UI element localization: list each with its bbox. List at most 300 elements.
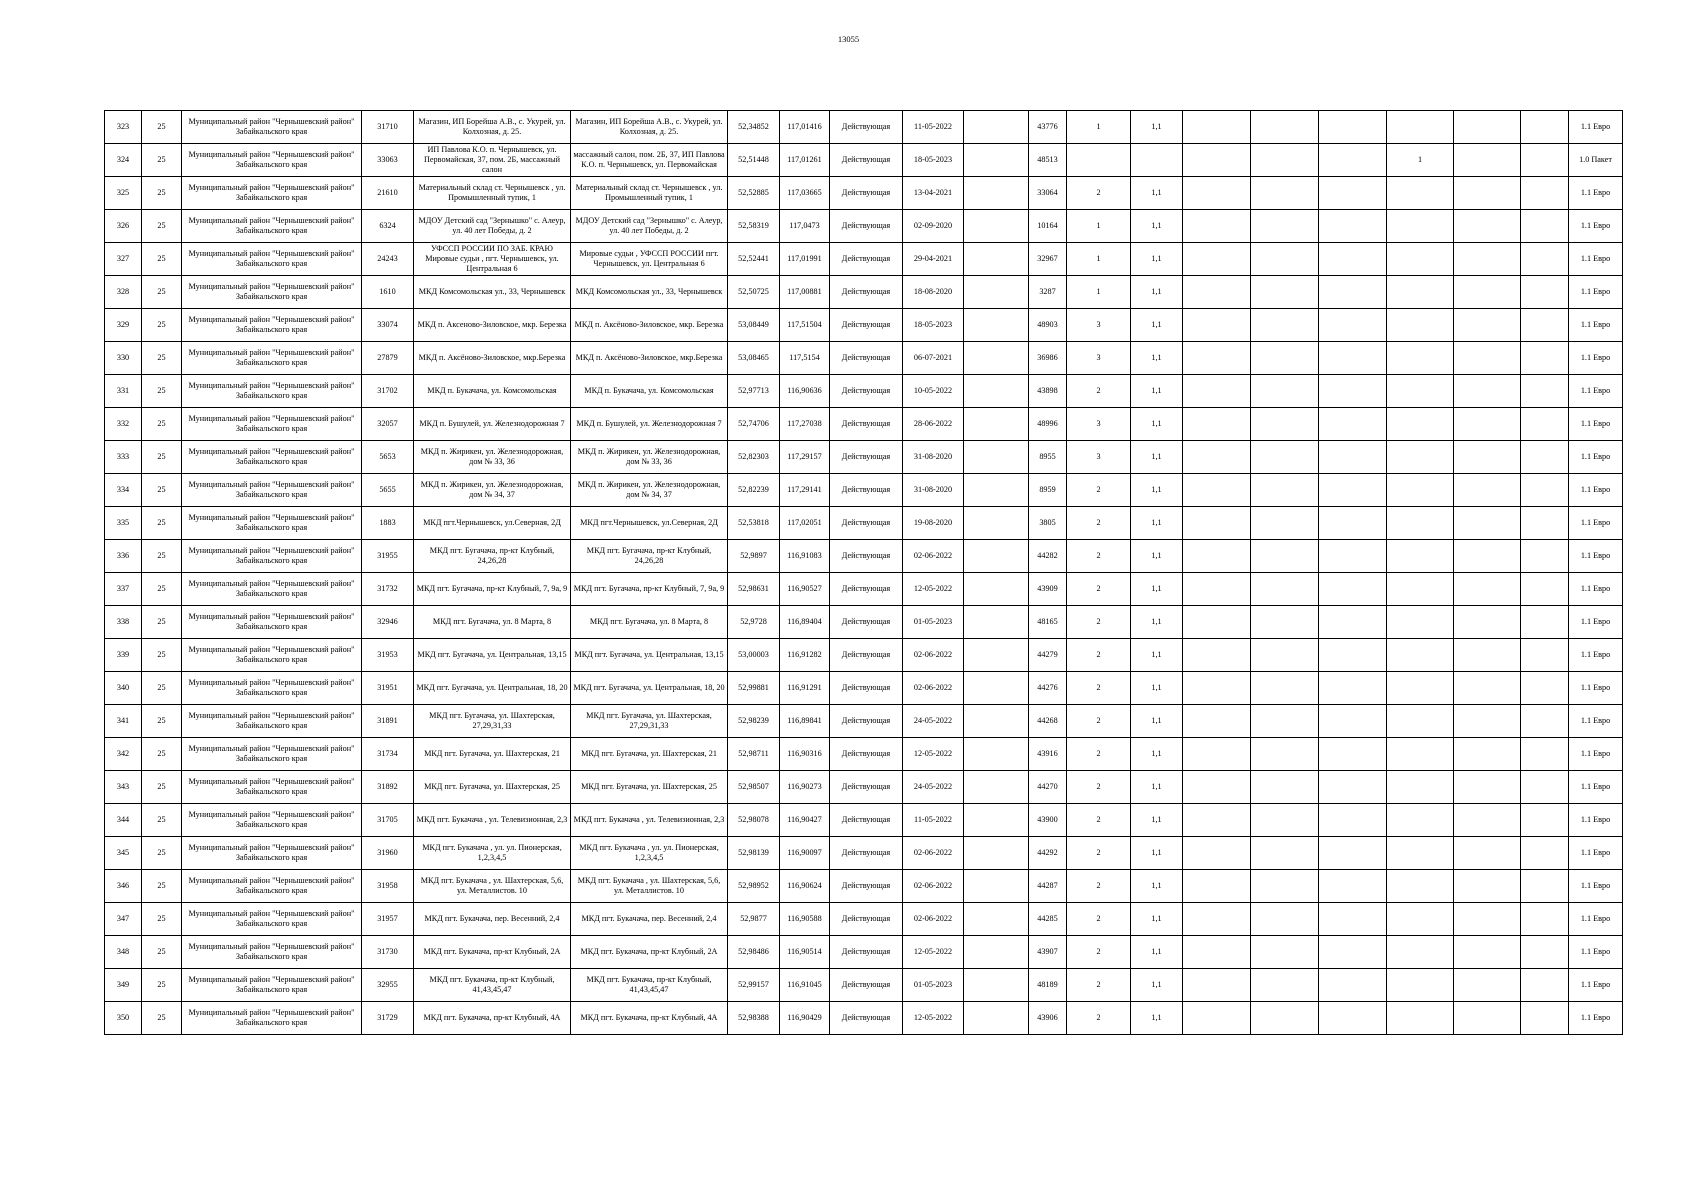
container-type-cell: 1.1 Евро: [1569, 837, 1623, 870]
container-type-cell: 1.1 Евро: [1569, 738, 1623, 771]
registry-number-cell: 33064: [1029, 177, 1067, 210]
region-code-cell: 25: [142, 804, 182, 837]
region-code-cell: 25: [142, 243, 182, 276]
region-code-cell: 25: [142, 177, 182, 210]
empty-cell: [1454, 342, 1521, 375]
container-volume-cell: 1,1: [1131, 342, 1183, 375]
container-volume-cell: 1,1: [1131, 1002, 1183, 1035]
latitude-cell: 52,98952: [728, 870, 780, 903]
site-address-cell: МКД пгт. Букачача , ул. ул. Пионерская, 1,2,3,4,5: [571, 837, 728, 870]
empty-cell: [1319, 309, 1387, 342]
site-address-cell: МКД пгт. Букачача, пр-кт Клубный, 2А: [571, 936, 728, 969]
container-volume-cell: 1,1: [1131, 936, 1183, 969]
extra-count-cell: [1387, 573, 1454, 606]
row-number-cell: 327: [105, 243, 142, 276]
table-row: [105, 507, 1623, 540]
table-row: [105, 111, 1623, 144]
registry-number-cell: 44282: [1029, 540, 1067, 573]
region-code-cell: 25: [142, 441, 182, 474]
latitude-cell: 52,98388: [728, 1002, 780, 1035]
site-id-cell: 31710: [362, 111, 414, 144]
container-count-cell: 2: [1067, 672, 1131, 705]
empty-cell: [1251, 672, 1319, 705]
status-cell: Действующая: [830, 276, 903, 309]
registry-number-cell: 43916: [1029, 738, 1067, 771]
municipality-cell: Муниципальный район "Чернышевский район" Забайкальского края: [182, 837, 362, 870]
container-type-cell: 1.1 Евро: [1569, 771, 1623, 804]
registry-number-cell: 43909: [1029, 573, 1067, 606]
container-type-cell: 1.1 Евро: [1569, 441, 1623, 474]
container-type-cell: 1.1 Евро: [1569, 870, 1623, 903]
date-cell: 01-05-2023: [903, 969, 964, 1002]
date-cell: 12-05-2022: [903, 936, 964, 969]
container-volume-cell: 1,1: [1131, 177, 1183, 210]
empty-cell: [1454, 606, 1521, 639]
extra-count-cell: [1387, 771, 1454, 804]
extra-count-cell: [1387, 243, 1454, 276]
container-volume-cell: 1,1: [1131, 738, 1183, 771]
status-cell: Действующая: [830, 342, 903, 375]
extra-count-cell: [1387, 408, 1454, 441]
empty-cell: [1454, 639, 1521, 672]
empty-cell: [1319, 408, 1387, 441]
region-code-cell: 25: [142, 639, 182, 672]
longitude-cell: 116,90527: [780, 573, 830, 606]
empty-cell: [1521, 936, 1569, 969]
table-row: [105, 441, 1623, 474]
site-id-cell: 31891: [362, 705, 414, 738]
registry-number-cell: 3805: [1029, 507, 1067, 540]
empty-cell: [1521, 771, 1569, 804]
empty-cell: [1319, 705, 1387, 738]
empty-cell: [1183, 111, 1251, 144]
empty-cell: [1319, 606, 1387, 639]
extra-count-cell: [1387, 210, 1454, 243]
region-code-cell: 25: [142, 210, 182, 243]
row-number-cell: 348: [105, 936, 142, 969]
empty-cell: [1454, 936, 1521, 969]
date-cell: 06-07-2021: [903, 342, 964, 375]
empty-cell: [1319, 639, 1387, 672]
extra-count-cell: [1387, 705, 1454, 738]
date-cell: 31-08-2020: [903, 441, 964, 474]
empty-cell: [964, 342, 1029, 375]
empty-cell: [1319, 870, 1387, 903]
site-address-cell: МКД пгт. Букачача, пер. Весенний, 2,4: [571, 903, 728, 936]
empty-cell: [1251, 936, 1319, 969]
empty-cell: [1251, 1002, 1319, 1035]
site-id-cell: 31705: [362, 804, 414, 837]
table-row: [105, 177, 1623, 210]
row-number-cell: 332: [105, 408, 142, 441]
empty-cell: [1454, 441, 1521, 474]
empty-cell: [964, 639, 1029, 672]
site-id-cell: 31702: [362, 375, 414, 408]
site-name-cell: МКД Комсомольская ул., 33, Чернышевск: [414, 276, 571, 309]
registry-body: [105, 111, 1623, 1035]
site-id-cell: 31955: [362, 540, 414, 573]
status-cell: Действующая: [830, 177, 903, 210]
empty-cell: [1521, 144, 1569, 177]
extra-count-cell: [1387, 507, 1454, 540]
status-cell: Действующая: [830, 705, 903, 738]
row-number-cell: 334: [105, 474, 142, 507]
date-cell: 11-05-2022: [903, 111, 964, 144]
date-cell: 02-06-2022: [903, 870, 964, 903]
longitude-cell: 116,90273: [780, 771, 830, 804]
site-address-cell: МКД пгт. Букачача, пр-кт Клубный, 41,43,45,47: [571, 969, 728, 1002]
empty-cell: [1183, 936, 1251, 969]
longitude-cell: 117,01261: [780, 144, 830, 177]
site-address-cell: МКД пгт. Бугачача, ул. Шахтерская, 21: [571, 738, 728, 771]
latitude-cell: 52,50725: [728, 276, 780, 309]
empty-cell: [1183, 507, 1251, 540]
site-address-cell: МКД п. Бушулей, ул. Железнодорожная 7: [571, 408, 728, 441]
empty-cell: [964, 804, 1029, 837]
municipality-cell: Муниципальный район "Чернышевский район" Забайкальского края: [182, 507, 362, 540]
empty-cell: [1183, 243, 1251, 276]
extra-count-cell: [1387, 969, 1454, 1002]
status-cell: Действующая: [830, 540, 903, 573]
empty-cell: [1251, 639, 1319, 672]
container-volume-cell: 1,1: [1131, 672, 1183, 705]
extra-count-cell: [1387, 111, 1454, 144]
container-count-cell: 2: [1067, 573, 1131, 606]
table-row: [105, 771, 1623, 804]
empty-cell: [1251, 375, 1319, 408]
empty-cell: [1521, 375, 1569, 408]
row-number-cell: 330: [105, 342, 142, 375]
extra-count-cell: [1387, 639, 1454, 672]
container-count-cell: 1: [1067, 111, 1131, 144]
container-type-cell: 1.1 Евро: [1569, 804, 1623, 837]
empty-cell: [1251, 738, 1319, 771]
longitude-cell: 117,51504: [780, 309, 830, 342]
site-id-cell: 24243: [362, 243, 414, 276]
status-cell: Действующая: [830, 144, 903, 177]
empty-cell: [964, 177, 1029, 210]
table-row: [105, 573, 1623, 606]
extra-count-cell: [1387, 309, 1454, 342]
empty-cell: [1454, 111, 1521, 144]
region-code-cell: 25: [142, 507, 182, 540]
municipality-cell: Муниципальный район "Чернышевский район" Забайкальского края: [182, 936, 362, 969]
extra-count-cell: [1387, 375, 1454, 408]
row-number-cell: 324: [105, 144, 142, 177]
empty-cell: [1319, 210, 1387, 243]
row-number-cell: 344: [105, 804, 142, 837]
empty-cell: [964, 771, 1029, 804]
municipality-cell: Муниципальный район "Чернышевский район" Забайкальского края: [182, 243, 362, 276]
empty-cell: [1454, 144, 1521, 177]
empty-cell: [1251, 474, 1319, 507]
container-type-cell: 1.1 Евро: [1569, 936, 1623, 969]
empty-cell: [1251, 177, 1319, 210]
longitude-cell: 116,90624: [780, 870, 830, 903]
municipality-cell: Муниципальный район "Чернышевский район" Забайкальского края: [182, 738, 362, 771]
region-code-cell: 25: [142, 144, 182, 177]
municipality-cell: Муниципальный район "Чернышевский район" Забайкальского края: [182, 474, 362, 507]
extra-count-cell: [1387, 936, 1454, 969]
latitude-cell: 52,9877: [728, 903, 780, 936]
empty-cell: [1319, 738, 1387, 771]
municipality-cell: Муниципальный район "Чернышевский район" Забайкальского края: [182, 771, 362, 804]
empty-cell: [1251, 606, 1319, 639]
region-code-cell: 25: [142, 573, 182, 606]
container-volume-cell: [1131, 144, 1183, 177]
longitude-cell: 116,90636: [780, 375, 830, 408]
latitude-cell: 53,08449: [728, 309, 780, 342]
empty-cell: [1183, 804, 1251, 837]
container-type-cell: 1.1 Евро: [1569, 1002, 1623, 1035]
container-count-cell: 3: [1067, 441, 1131, 474]
row-number-cell: 333: [105, 441, 142, 474]
empty-cell: [1251, 243, 1319, 276]
container-type-cell: 1.1 Евро: [1569, 639, 1623, 672]
registry-number-cell: 43906: [1029, 1002, 1067, 1035]
empty-cell: [964, 870, 1029, 903]
region-code-cell: 25: [142, 375, 182, 408]
status-cell: Действующая: [830, 474, 903, 507]
registry-number-cell: 48189: [1029, 969, 1067, 1002]
empty-cell: [1183, 342, 1251, 375]
site-id-cell: 32057: [362, 408, 414, 441]
site-address-cell: МКД пгт. Бугачача, ул. Центральная, 18, 20: [571, 672, 728, 705]
site-id-cell: 21610: [362, 177, 414, 210]
table-row: [105, 342, 1623, 375]
container-count-cell: 2: [1067, 837, 1131, 870]
container-count-cell: 2: [1067, 936, 1131, 969]
status-cell: Действующая: [830, 804, 903, 837]
registry-table: [104, 110, 1623, 1035]
empty-cell: [1251, 969, 1319, 1002]
empty-cell: [1183, 1002, 1251, 1035]
date-cell: 02-06-2022: [903, 903, 964, 936]
container-volume-cell: 1,1: [1131, 804, 1183, 837]
container-volume-cell: 1,1: [1131, 903, 1183, 936]
longitude-cell: 116,90427: [780, 804, 830, 837]
container-volume-cell: 1,1: [1131, 540, 1183, 573]
region-code-cell: 25: [142, 276, 182, 309]
site-address-cell: МКД п. Жирикен, ул. Железнодорожная, дом № 34, 37: [571, 474, 728, 507]
site-name-cell: МКД п. Жирикен, ул. Железнодорожная, дом № 33, 36: [414, 441, 571, 474]
empty-cell: [1454, 738, 1521, 771]
empty-cell: [1521, 837, 1569, 870]
empty-cell: [964, 606, 1029, 639]
region-code-cell: 25: [142, 408, 182, 441]
extra-count-cell: [1387, 276, 1454, 309]
empty-cell: [1521, 804, 1569, 837]
empty-cell: [1319, 936, 1387, 969]
container-count-cell: 1: [1067, 210, 1131, 243]
empty-cell: [1183, 639, 1251, 672]
registry-number-cell: 48513: [1029, 144, 1067, 177]
site-name-cell: Магазин, ИП Борейша А.В., с. Укурей, ул. Колхозная, д. 25.: [414, 111, 571, 144]
date-cell: 13-04-2021: [903, 177, 964, 210]
row-number-cell: 339: [105, 639, 142, 672]
latitude-cell: 52,9728: [728, 606, 780, 639]
municipality-cell: Муниципальный район "Чернышевский район" Забайкальского края: [182, 639, 362, 672]
latitude-cell: 53,00003: [728, 639, 780, 672]
empty-cell: [1454, 276, 1521, 309]
empty-cell: [1454, 771, 1521, 804]
container-type-cell: 1.1 Евро: [1569, 408, 1623, 441]
region-code-cell: 25: [142, 771, 182, 804]
empty-cell: [1251, 771, 1319, 804]
empty-cell: [1251, 804, 1319, 837]
empty-cell: [1183, 672, 1251, 705]
container-count-cell: 2: [1067, 705, 1131, 738]
empty-cell: [964, 837, 1029, 870]
row-number-cell: 325: [105, 177, 142, 210]
registry-number-cell: 44287: [1029, 870, 1067, 903]
empty-cell: [1454, 573, 1521, 606]
site-name-cell: МКД пгт. Бугачача, ул. Центральная, 13,15: [414, 639, 571, 672]
container-volume-cell: 1,1: [1131, 837, 1183, 870]
container-volume-cell: 1,1: [1131, 408, 1183, 441]
empty-cell: [1251, 210, 1319, 243]
registry-number-cell: 36986: [1029, 342, 1067, 375]
site-name-cell: МКД пгт. Букачача, пр-кт Клубный, 41,43,45,47: [414, 969, 571, 1002]
date-cell: 28-06-2022: [903, 408, 964, 441]
date-cell: 12-05-2022: [903, 738, 964, 771]
latitude-cell: 52,98486: [728, 936, 780, 969]
empty-cell: [1521, 210, 1569, 243]
latitude-cell: 52,98711: [728, 738, 780, 771]
empty-cell: [1319, 441, 1387, 474]
longitude-cell: 117,00881: [780, 276, 830, 309]
region-code-cell: 25: [142, 738, 182, 771]
site-id-cell: 31960: [362, 837, 414, 870]
longitude-cell: 116,91291: [780, 672, 830, 705]
site-address-cell: МКД пгт. Бугачача, ул. Центральная, 13,15: [571, 639, 728, 672]
status-cell: Действующая: [830, 738, 903, 771]
site-name-cell: УФССП РОССИИ ПО ЗАБ. КРАЮ Мировые судьи , пгт. Чернышевск, ул. Центральная 6: [414, 243, 571, 276]
empty-cell: [1251, 111, 1319, 144]
empty-cell: [1183, 573, 1251, 606]
row-number-cell: 329: [105, 309, 142, 342]
longitude-cell: 116,90097: [780, 837, 830, 870]
status-cell: Действующая: [830, 606, 903, 639]
empty-cell: [1251, 276, 1319, 309]
latitude-cell: 52,52441: [728, 243, 780, 276]
empty-cell: [1454, 540, 1521, 573]
empty-cell: [1521, 672, 1569, 705]
status-cell: Действующая: [830, 639, 903, 672]
longitude-cell: 116,91282: [780, 639, 830, 672]
latitude-cell: 52,98507: [728, 771, 780, 804]
date-cell: 02-06-2022: [903, 837, 964, 870]
site-address-cell: МКД пгт. Бугачача, ул. Шахтерская, 27,29,31,33: [571, 705, 728, 738]
empty-cell: [1183, 606, 1251, 639]
site-id-cell: 33074: [362, 309, 414, 342]
latitude-cell: 52,98078: [728, 804, 780, 837]
status-cell: Действующая: [830, 837, 903, 870]
row-number-cell: 338: [105, 606, 142, 639]
latitude-cell: 52,99157: [728, 969, 780, 1002]
latitude-cell: 52,98139: [728, 837, 780, 870]
longitude-cell: 116,89841: [780, 705, 830, 738]
registry-number-cell: 44268: [1029, 705, 1067, 738]
empty-cell: [1183, 441, 1251, 474]
row-number-cell: 328: [105, 276, 142, 309]
container-count-cell: 2: [1067, 474, 1131, 507]
site-id-cell: 31951: [362, 672, 414, 705]
municipality-cell: Муниципальный район "Чернышевский район" Забайкальского края: [182, 441, 362, 474]
site-id-cell: 31958: [362, 870, 414, 903]
empty-cell: [1183, 210, 1251, 243]
empty-cell: [964, 1002, 1029, 1035]
registry-number-cell: 44285: [1029, 903, 1067, 936]
empty-cell: [1183, 738, 1251, 771]
container-count-cell: 2: [1067, 606, 1131, 639]
registry-number-cell: 44279: [1029, 639, 1067, 672]
site-id-cell: 31892: [362, 771, 414, 804]
empty-cell: [1319, 540, 1387, 573]
empty-cell: [1319, 144, 1387, 177]
region-code-cell: 25: [142, 1002, 182, 1035]
longitude-cell: 117,01991: [780, 243, 830, 276]
table-row: [105, 474, 1623, 507]
table-row: [105, 705, 1623, 738]
latitude-cell: 52,9897: [728, 540, 780, 573]
row-number-cell: 350: [105, 1002, 142, 1035]
extra-count-cell: [1387, 1002, 1454, 1035]
row-number-cell: 336: [105, 540, 142, 573]
empty-cell: [1521, 276, 1569, 309]
container-type-cell: 1.1 Евро: [1569, 606, 1623, 639]
container-type-cell: 1.1 Евро: [1569, 342, 1623, 375]
site-address-cell: МКД пгт. Бугачача, пр-кт Клубный, 7, 9а, 9: [571, 573, 728, 606]
latitude-cell: 52,53818: [728, 507, 780, 540]
site-address-cell: МКД пгт. Бугачача, ул. Шахтерская, 25: [571, 771, 728, 804]
empty-cell: [1521, 969, 1569, 1002]
empty-cell: [1183, 375, 1251, 408]
longitude-cell: 116,89404: [780, 606, 830, 639]
empty-cell: [1319, 837, 1387, 870]
site-address-cell: МКД п. Букачача, ул. Комсомольская: [571, 375, 728, 408]
table-row: [105, 243, 1623, 276]
empty-cell: [964, 507, 1029, 540]
empty-cell: [1183, 144, 1251, 177]
site-id-cell: 32946: [362, 606, 414, 639]
empty-cell: [1521, 903, 1569, 936]
empty-cell: [1251, 837, 1319, 870]
container-volume-cell: 1,1: [1131, 870, 1183, 903]
empty-cell: [1454, 705, 1521, 738]
empty-cell: [964, 903, 1029, 936]
registry-number-cell: 48996: [1029, 408, 1067, 441]
container-volume-cell: 1,1: [1131, 210, 1183, 243]
container-volume-cell: 1,1: [1131, 507, 1183, 540]
empty-cell: [1251, 342, 1319, 375]
empty-cell: [1319, 177, 1387, 210]
empty-cell: [964, 210, 1029, 243]
row-number-cell: 346: [105, 870, 142, 903]
site-name-cell: МКД пгт. Бугачача, ул. 8 Марта, 8: [414, 606, 571, 639]
longitude-cell: 117,27038: [780, 408, 830, 441]
table-row: [105, 606, 1623, 639]
table-row: [105, 210, 1623, 243]
empty-cell: [1521, 111, 1569, 144]
empty-cell: [1183, 474, 1251, 507]
site-address-cell: МКД п. Аксёново-Зиловское, мкр.Березка: [571, 342, 728, 375]
longitude-cell: 117,29157: [780, 441, 830, 474]
empty-cell: [1521, 606, 1569, 639]
extra-count-cell: [1387, 342, 1454, 375]
empty-cell: [1319, 375, 1387, 408]
table-row: [105, 936, 1623, 969]
